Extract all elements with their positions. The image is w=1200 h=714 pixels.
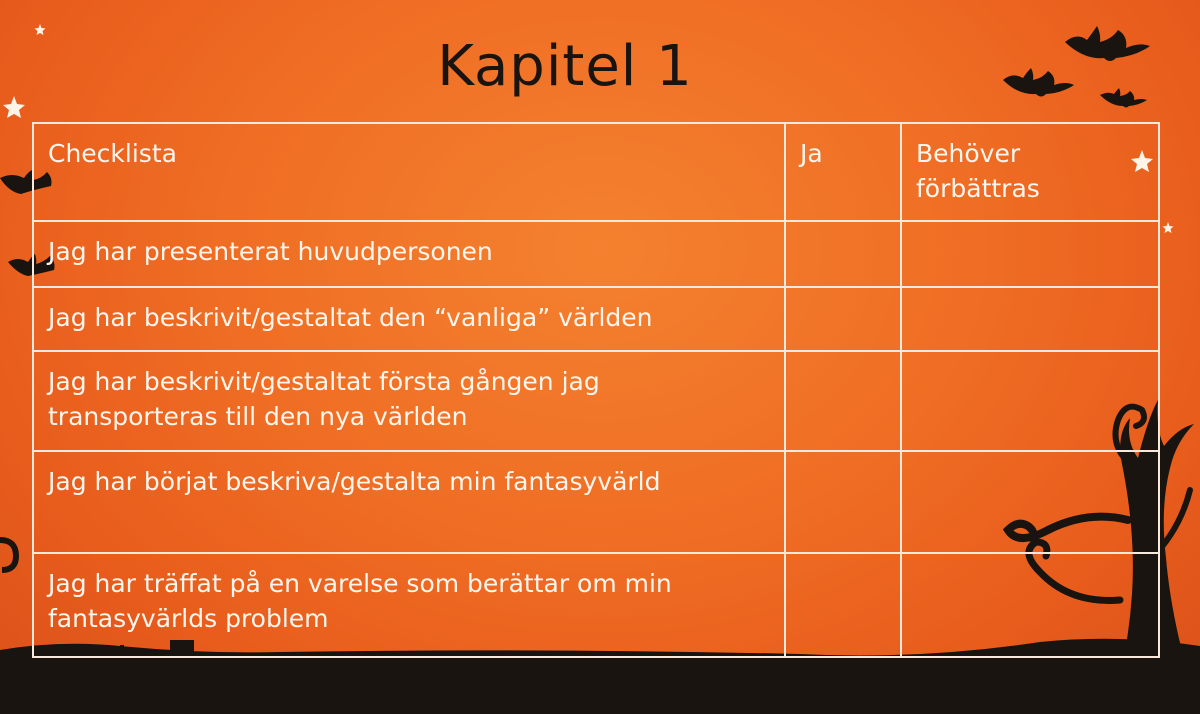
header-ja: Ja bbox=[785, 123, 901, 221]
table-row bbox=[33, 553, 1159, 657]
checklist-table bbox=[32, 122, 1160, 658]
ja-cell[interactable] bbox=[785, 287, 901, 351]
checklist-item: Jag har beskrivit/gestaltat den “vanliga” världen bbox=[33, 287, 785, 351]
star-icon bbox=[3, 96, 25, 118]
star-icon bbox=[1163, 222, 1174, 233]
checklist-item: Jag har träffat på en varelse som berättar om min fantasyvärlds problem bbox=[33, 553, 785, 657]
checklist-item: Jag har beskrivit/gestaltat första gången jag transporteras till den nya världen bbox=[33, 351, 785, 451]
behover-cell[interactable] bbox=[901, 287, 1159, 351]
table-row bbox=[33, 287, 1159, 351]
checklist-item: Jag har presenterat huvudpersonen bbox=[33, 221, 785, 287]
page-title: Kapitel 1 bbox=[437, 34, 693, 99]
table-row bbox=[33, 221, 1159, 287]
grave-cross-icon bbox=[146, 662, 150, 690]
table-row bbox=[33, 451, 1159, 553]
header-behover-forbattras: Behöver förbättras bbox=[901, 123, 1159, 221]
ja-cell[interactable] bbox=[785, 351, 901, 451]
table-header-row bbox=[33, 123, 1159, 221]
ja-cell[interactable] bbox=[785, 221, 901, 287]
behover-cell[interactable] bbox=[901, 221, 1159, 287]
ja-cell[interactable] bbox=[785, 451, 901, 553]
gravestone-icon bbox=[70, 654, 98, 698]
behover-cell[interactable] bbox=[901, 351, 1159, 451]
ja-cell[interactable] bbox=[785, 553, 901, 657]
behover-cell[interactable] bbox=[901, 451, 1159, 553]
behover-cell[interactable] bbox=[901, 553, 1159, 657]
swirl-icon bbox=[0, 540, 16, 570]
checklist-item: Jag har börjat beskriva/gestalta min fantasyvärld bbox=[33, 451, 785, 553]
header-checklista: Checklista bbox=[33, 123, 785, 221]
table-row bbox=[33, 351, 1159, 451]
